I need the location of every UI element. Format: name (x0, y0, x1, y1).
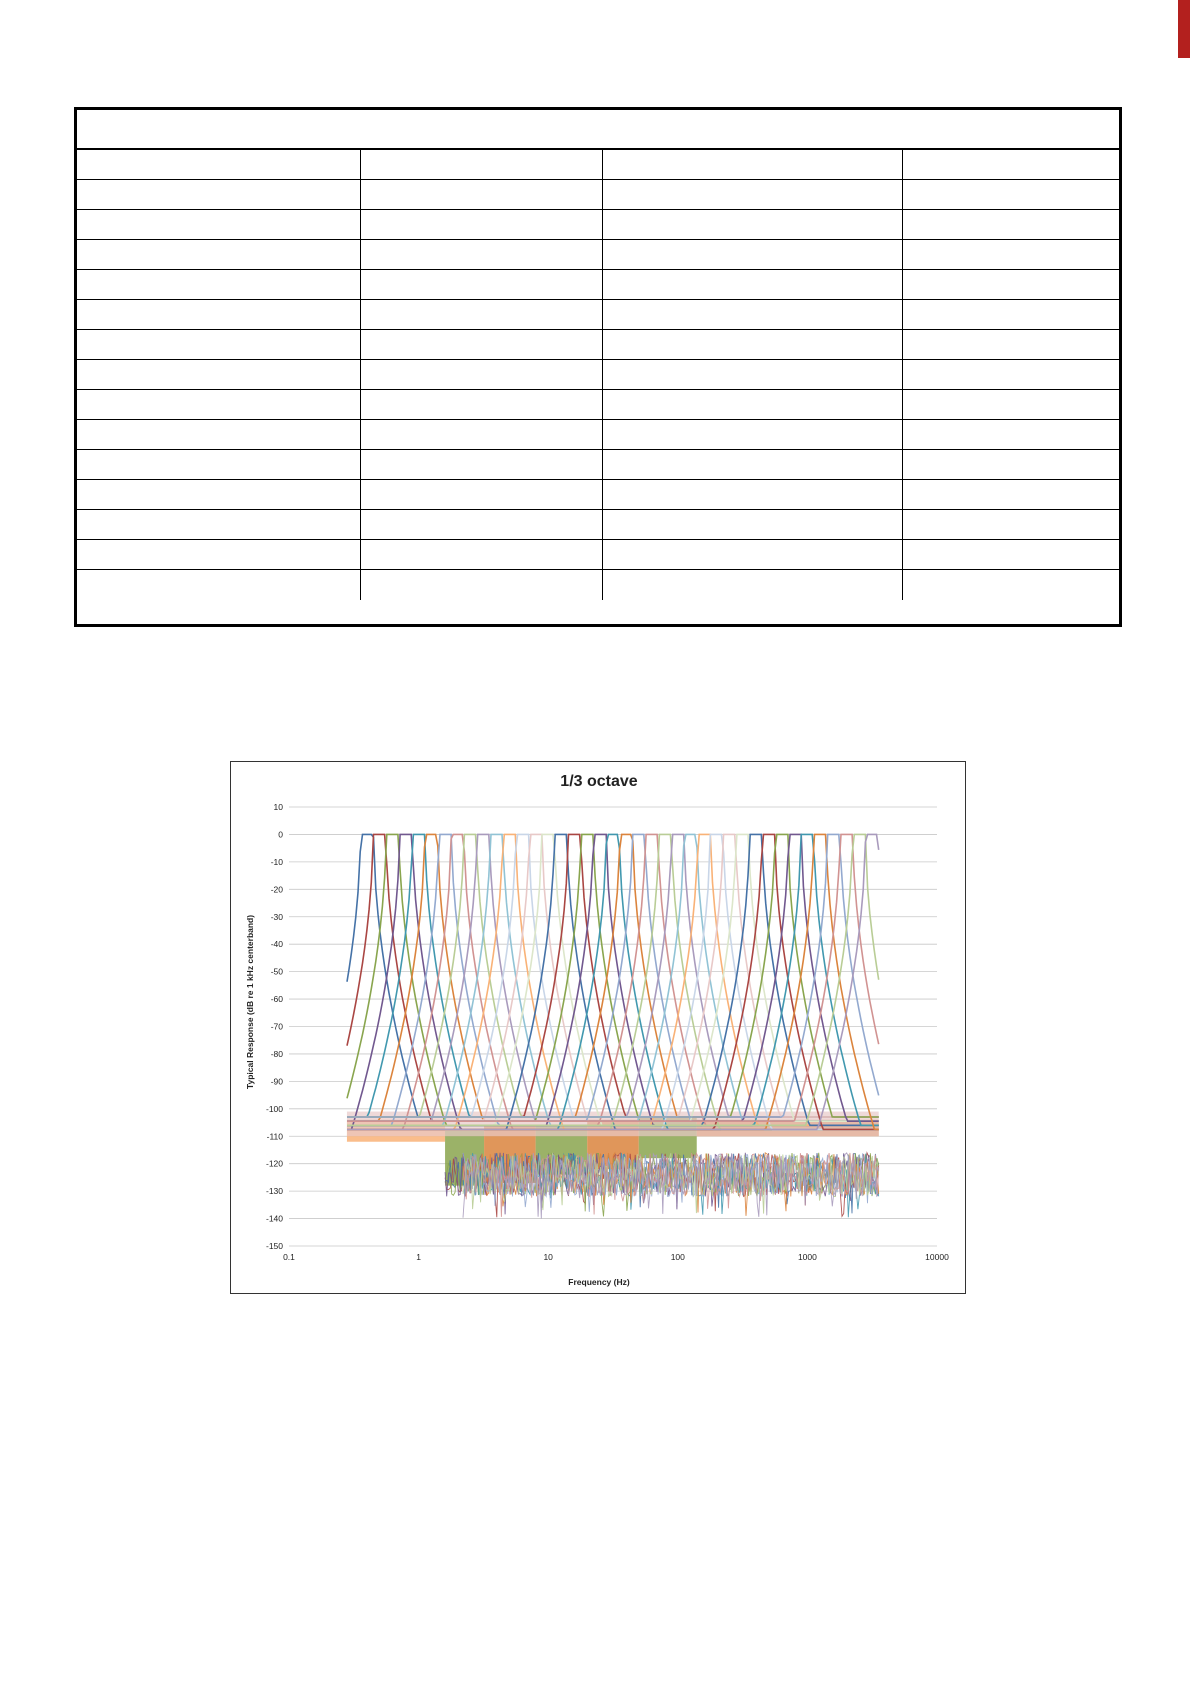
y-tick-label: -140 (265, 1213, 283, 1224)
table-row (77, 360, 1119, 390)
table-cell (603, 540, 903, 569)
x-axis-label: Frequency (Hz) (568, 1277, 630, 1287)
table-cell (603, 510, 903, 539)
table-cell (903, 180, 1119, 209)
table-cell (361, 150, 603, 179)
y-tick-label: -20 (270, 884, 283, 895)
y-tick-label: -80 (270, 1048, 283, 1059)
table-cell (361, 300, 603, 329)
table-cell (603, 270, 903, 299)
y-tick-label: -90 (270, 1076, 283, 1087)
table-cell (77, 450, 361, 479)
table-cell (361, 540, 603, 569)
table-row (77, 150, 1119, 180)
table-cell (903, 570, 1119, 600)
y-tick-label: -50 (270, 966, 283, 977)
x-tick-label: 1 (416, 1252, 421, 1262)
table-cell (77, 180, 361, 209)
table-cell (361, 570, 603, 600)
table-row (77, 300, 1119, 330)
y-tick-label: -120 (265, 1158, 283, 1169)
y-tick-label: -30 (270, 911, 283, 922)
x-tick-label: 10 (543, 1252, 553, 1262)
table-cell (361, 270, 603, 299)
table-cell (603, 300, 903, 329)
table-cell (361, 510, 603, 539)
table-cell (603, 390, 903, 419)
y-tick-label: 0 (278, 829, 283, 840)
table-cell (603, 240, 903, 269)
noise-floor (347, 1112, 879, 1219)
table-cell (903, 330, 1119, 359)
table-title-row (77, 110, 1119, 150)
table-cell (903, 270, 1119, 299)
table-cell (603, 450, 903, 479)
table-cell (603, 330, 903, 359)
table-cell (77, 480, 361, 509)
table-cell (361, 180, 603, 209)
table-cell (361, 360, 603, 389)
filter-response-chart (231, 762, 967, 1295)
table-cell (903, 240, 1119, 269)
y-tick-label: -60 (270, 994, 283, 1005)
table-cell (77, 510, 361, 539)
table-cell (603, 150, 903, 179)
table-row (77, 540, 1119, 570)
y-tick-label: -150 (265, 1241, 283, 1251)
table-row (77, 240, 1119, 270)
table-cell (603, 360, 903, 389)
table-cell (903, 210, 1119, 239)
table-row (77, 450, 1119, 480)
table-cell (903, 480, 1119, 509)
table-row (77, 480, 1119, 510)
y-tick-label: -130 (265, 1186, 283, 1197)
table-cell (361, 330, 603, 359)
table-cell (77, 540, 361, 569)
table-cell (603, 180, 903, 209)
table-cell (603, 210, 903, 239)
y-tick-label: -40 (270, 939, 283, 950)
table-cell (361, 450, 603, 479)
chart-frame (230, 761, 966, 1294)
table-cell (603, 420, 903, 449)
table-cell (903, 300, 1119, 329)
chart-title: 1/3 octave (560, 773, 638, 790)
table-cell (77, 210, 361, 239)
x-tick-label: 100 (670, 1252, 685, 1262)
table-cell (903, 450, 1119, 479)
table-cell (903, 360, 1119, 389)
table-row (77, 270, 1119, 300)
x-tick-label: 10000 (925, 1252, 949, 1262)
table-row (77, 420, 1119, 450)
spec-table (74, 107, 1122, 627)
table-cell (77, 360, 361, 389)
table-cell (77, 420, 361, 449)
x-tick-labels (283, 1252, 949, 1262)
y-tick-label: -10 (270, 856, 283, 867)
table-cell (77, 570, 361, 600)
table-row (77, 510, 1119, 540)
table-row (77, 180, 1119, 210)
table-cell (903, 510, 1119, 539)
table-cell (361, 390, 603, 419)
table-cell (361, 420, 603, 449)
table-row (77, 210, 1119, 240)
y-tick-label: 10 (273, 802, 283, 812)
x-tick-label: 1000 (797, 1252, 817, 1262)
y-tick-label: -70 (270, 1021, 283, 1032)
y-axis-label: Typical Response (dB re 1 kHz centerband) (245, 914, 255, 1090)
table-cell (77, 150, 361, 179)
table-cell (603, 570, 903, 600)
filter-curves (347, 834, 879, 1129)
table-body (77, 150, 1119, 600)
table-cell (77, 390, 361, 419)
table-cell (903, 540, 1119, 569)
y-tick-label: -100 (265, 1103, 283, 1114)
table-cell (77, 270, 361, 299)
table-cell (603, 480, 903, 509)
x-tick-label: 0.1 (283, 1252, 295, 1262)
y-tick-labels (266, 802, 283, 1251)
table-row (77, 390, 1119, 420)
table-row (77, 570, 1119, 600)
table-cell (903, 420, 1119, 449)
table-cell (903, 150, 1119, 179)
table-cell (903, 390, 1119, 419)
table-cell (77, 300, 361, 329)
table-cell (361, 480, 603, 509)
table-cell (77, 240, 361, 269)
page-edge-mark (1178, 0, 1190, 58)
table-cell (361, 240, 603, 269)
table-cell (361, 210, 603, 239)
table-row (77, 330, 1119, 360)
y-tick-label: -110 (266, 1131, 283, 1142)
table-cell (77, 330, 361, 359)
